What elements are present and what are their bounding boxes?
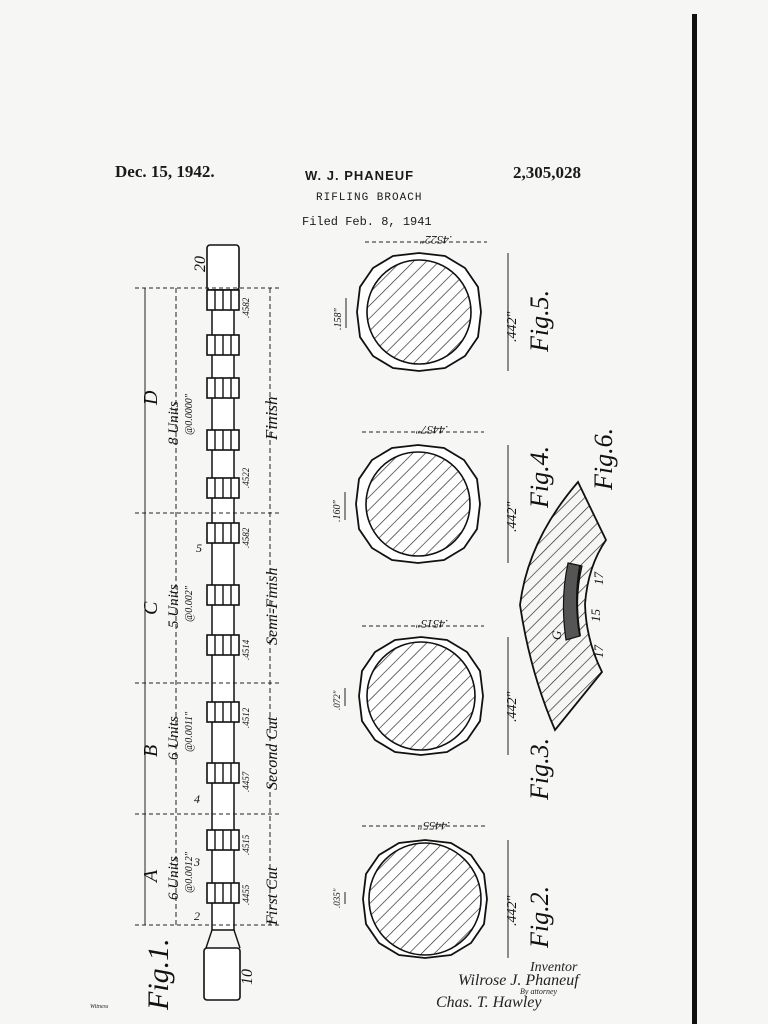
section-letter: A (140, 869, 162, 882)
section-letter: C (140, 601, 162, 615)
tooth-dim: .4515 (241, 834, 251, 855)
fig5-label: Fig.5. (525, 289, 554, 352)
filed-date: Filed Feb. 8, 1941 (302, 215, 432, 229)
fig2-section (345, 826, 508, 958)
section-letter: B (140, 744, 162, 757)
tooth-dim: .4514 (241, 639, 251, 660)
tooth-dim: .4455 (241, 884, 251, 905)
top-dim: .4455" (417, 819, 450, 833)
ref-numeral: 4 (194, 792, 200, 806)
tooth-dim: .4522 (241, 467, 251, 488)
section-rate: @0.002" (184, 586, 195, 622)
section-rate: @0.0011" (184, 711, 195, 752)
ref-numeral: 5 (196, 541, 202, 555)
dia-dim: .442" (505, 895, 520, 926)
ref-numeral: 10 (239, 969, 256, 985)
by-attorney: By attorney (520, 987, 558, 996)
fig1-label: Fig.1. (142, 938, 175, 1010)
patent-date: Dec. 15, 1942. (115, 162, 215, 181)
section-cut: Semi-Finish (264, 567, 281, 645)
section-units: 6 Units (166, 716, 182, 760)
attorney-signature: Chas. T. Hawley (436, 994, 542, 1011)
side-dim: .158" (333, 308, 344, 330)
witness-mark: Witness (90, 1004, 109, 1010)
top-dim: .4457" (415, 423, 448, 437)
patent-number: 2,305,028 (513, 163, 581, 182)
ref-numeral: 17 (591, 572, 606, 585)
section-C-labels (140, 568, 281, 645)
section-cut: First Cut (264, 866, 281, 925)
fig6-label: Fig.6. (589, 427, 618, 490)
ref-numeral: 2 (194, 909, 200, 923)
fig4-label: Fig.4. (525, 445, 554, 508)
side-dim: .035" (332, 888, 342, 908)
inventor-caption: Inventor (530, 960, 578, 975)
section-units: 5 Units (166, 584, 182, 628)
dia-dim: .442" (505, 691, 520, 722)
ref-numeral: 15 (588, 609, 603, 622)
section-letter: D (140, 390, 162, 405)
section-units: 6 Units (166, 856, 182, 900)
tooth-dim: .4457 (241, 771, 251, 792)
top-dim: .4522" (419, 233, 452, 247)
ref-numeral: 3 (194, 855, 200, 869)
section-cut: Second Cut (264, 716, 281, 790)
inventor-signature: Wilrose J. Phaneuf (458, 972, 579, 989)
top-dim: .4515" (415, 617, 448, 631)
section-cut: Finish (262, 396, 281, 440)
tooth-dim: .4582 (241, 297, 251, 318)
fig2-label: Fig.2. (525, 885, 554, 948)
inventor-name: W. J. PHANEUF (305, 168, 415, 183)
section-rate: @0.0000" (184, 394, 195, 435)
tooth-dim: .4582 (241, 527, 251, 548)
patent-title: RIFLING BROACH (316, 192, 423, 204)
side-dim: .160" (332, 500, 343, 522)
dia-dim: .442" (505, 311, 520, 342)
fig6-barrel-section (520, 482, 606, 730)
fig3-label: Fig.3. (525, 737, 554, 800)
section-units: 8 Units (166, 401, 182, 445)
fig4-section (345, 432, 508, 563)
fig5-section (346, 242, 508, 371)
fig3-section (345, 626, 508, 755)
section-rate: @0.0012" (184, 852, 195, 893)
tooth-dim: .4512 (241, 707, 251, 728)
dia-dim: .442" (505, 501, 520, 532)
ref-numeral: 20 (192, 256, 209, 272)
ref-numeral: G (549, 630, 564, 640)
side-dim: .072" (332, 690, 342, 710)
ref-numeral: 17 (591, 645, 606, 658)
